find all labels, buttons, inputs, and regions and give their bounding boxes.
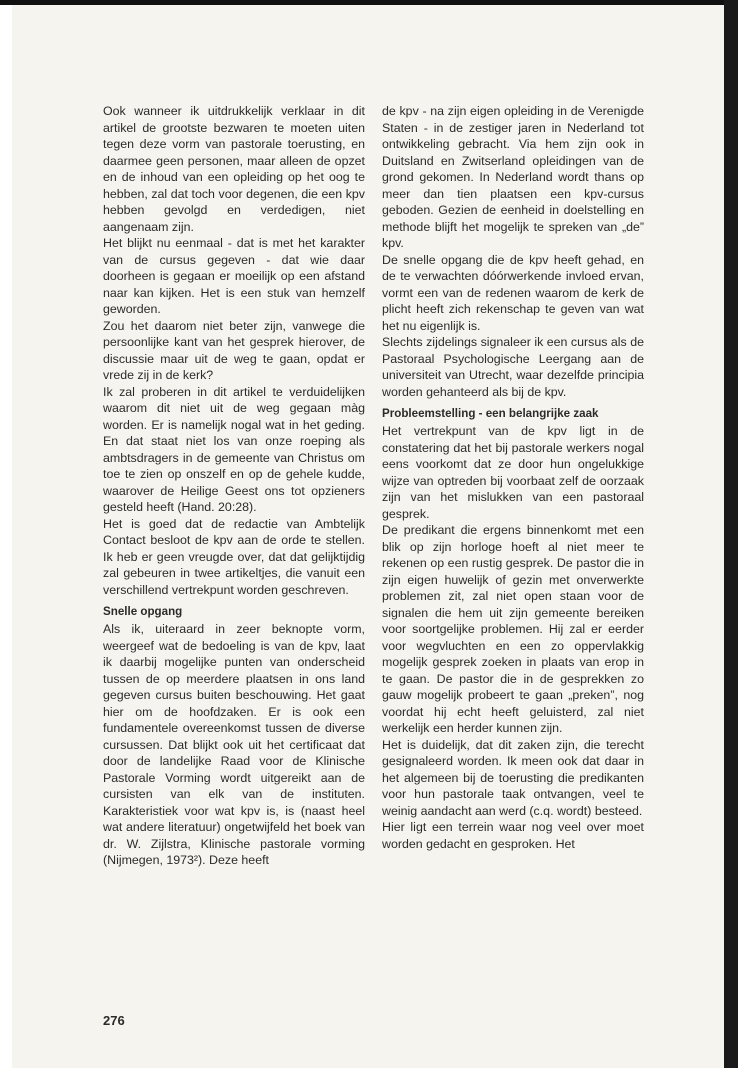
right-column [382, 103, 644, 852]
paragraph: Slechts zijdelings signaleer ik een cursus als de Pastoraal Psychologische Leergang aan de universiteit van Utrecht, waar dezelfde principia worden gehanteerd als bij de kpv. [382, 335, 644, 399]
paragraph: Hier ligt een terrein waar nog veel over moet worden gedacht en gesproken. Het [382, 820, 644, 851]
paragraph: Als ik, uiteraard in zeer beknopte vorm, weergeef wat de bedoeling is van de kpv, laat ik daarbij mogelijke punten van onderscheid tussen de op meerdere plaatsen in ons land gegeven cursus buiten beschouwing. Het gaat hier om de hoofdzaken. Er is ook een fundamentele overeenkomst tussen de diverse cursussen. Dat blijkt ook uit het certificaat dat door de landelijke Raad voor de Klinische Pastorale Vorming wordt uitgereikt aan de cursisten van elk van de instituten. Karakteristiek voor wat kpv is, is (naast heel wat andere literatuur) ongetwijfeld het boek van dr. W. Zijlstra, Klinische pastorale vorming (Nijmegen, 1973²). Deze heeft [103, 622, 365, 867]
section-heading: Probleemstelling - een belangrijke zaak [382, 407, 599, 420]
scan-right-edge [724, 0, 738, 1068]
page-number: 276 [103, 1013, 125, 1028]
book-page [12, 5, 724, 1068]
paragraph: Het vertrekpunt van de kpv ligt in de constatering dat het bij pastorale werkers nogal eens voorkomt dat ze door hun ongelukkige wijze van optreden bij voorbaat zelf de oorzaak zijn van het mislukken van een pastoraal gesprek. [382, 424, 644, 521]
left-column [103, 103, 365, 869]
paragraph: De snelle opgang die de kpv heeft gehad, en de te verwachten dóórwerkende invloed ervan, vormt een van de redenen waarom de kerk de plicht heeft zich rekenschap te geven van wat het nu eigenlijk is. [382, 252, 644, 333]
paragraph: Ook wanneer ik uitdrukkelijk verklaar in dit artikel de grootste bezwaren te moeten uiten tegen deze vorm van pastorale toerusting, en daarmee geen personen, maar alleen de opzet en de inhoud van een opleiding op het oog te hebben, zal dat toch voor degenen, die een kpv hebben gevolgd en verdedigen, niet aangenaam zijn. [103, 104, 365, 234]
paragraph: De predikant die ergens binnenkomt met een blik op zijn horloge hoeft al niet meer te rekenen op een rustig gesprek. De pastor die in zijn eigen huwelijk of gezin met onverwerkte problemen zit, zal niet open staan voor de signalen die hem uit zijn gemeente bereiken voor soortgelijke problemen. Hij zal er eerder voor wegvluchten en een zo oppervlakkig mogelijk gesprek zoeken in plaats van erop in te gaan. De pastor die in de gesprekken zo gauw mogelijk probeert te gaan „preken”, nog voordat hij echt heeft geluisterd, zal niet werkelijk een herder kunnen zijn. [382, 523, 644, 735]
paragraph: de kpv - na zijn eigen opleiding in de Verenigde Staten - in de zestiger jaren in Nederland tot ontwikkeling gebracht. Via hem zijn ook in Duitsland en Zwitserland opleidingen van de grond gekomen. In Nederland wordt thans op meer dan tien plaatsen een kpv-cursus geboden. Gezien de eenheid in doelstelling en methode blijft het mogelijk te spreken van „de” kpv. [382, 104, 644, 250]
paragraph: Het blijkt nu eenmaal - dat is met het karakter van de cursus gegeven - dat wie daar doorheen is gegaan er moeilijk op een afstand naar kan kijken. Het is een stuk van hemzelf geworden. [103, 236, 365, 316]
paragraph: Ik zal proberen in dit artikel te verduidelijken waarom dit niet uit de weg gegaan màg worden. Er is namelijk nogal wat in het geding. En dat staat niet los van onze roeping als ambtsdragers in de gemeente van Christus om toe te zien op onszelf en op de gehele kudde, waarover de Heilige Geest ons tot opzieners gesteld heeft (Hand. 20:28). [103, 384, 365, 514]
paragraph: Het is duidelijk, dat dit zaken zijn, die terecht gesignaleerd worden. Ik meen ook dat daar in het algemeen bij de toerusting die predikanten voor hun pastorale taak ontvangen, veel te weinig aandacht aan werd (c.q. wordt) besteed. [382, 737, 644, 818]
section-heading: Snelle opgang [103, 605, 183, 618]
paragraph: Zou het daarom niet beter zijn, vanwege die persoonlijke kant van het gesprek hierover, de discussie maar uit de weg te gaan, opdat er vrede zij in de kerk? [103, 318, 365, 382]
paragraph: Het is goed dat de redactie van Ambtelijk Contact besloot de kpv aan de orde te stellen. Ik heb er geen vreugde over, dat dat gelijktijdig zal gebeuren in twee artikeltjes, die vanuit een verschillend vertrekpunt worden geschreven. [103, 516, 365, 597]
